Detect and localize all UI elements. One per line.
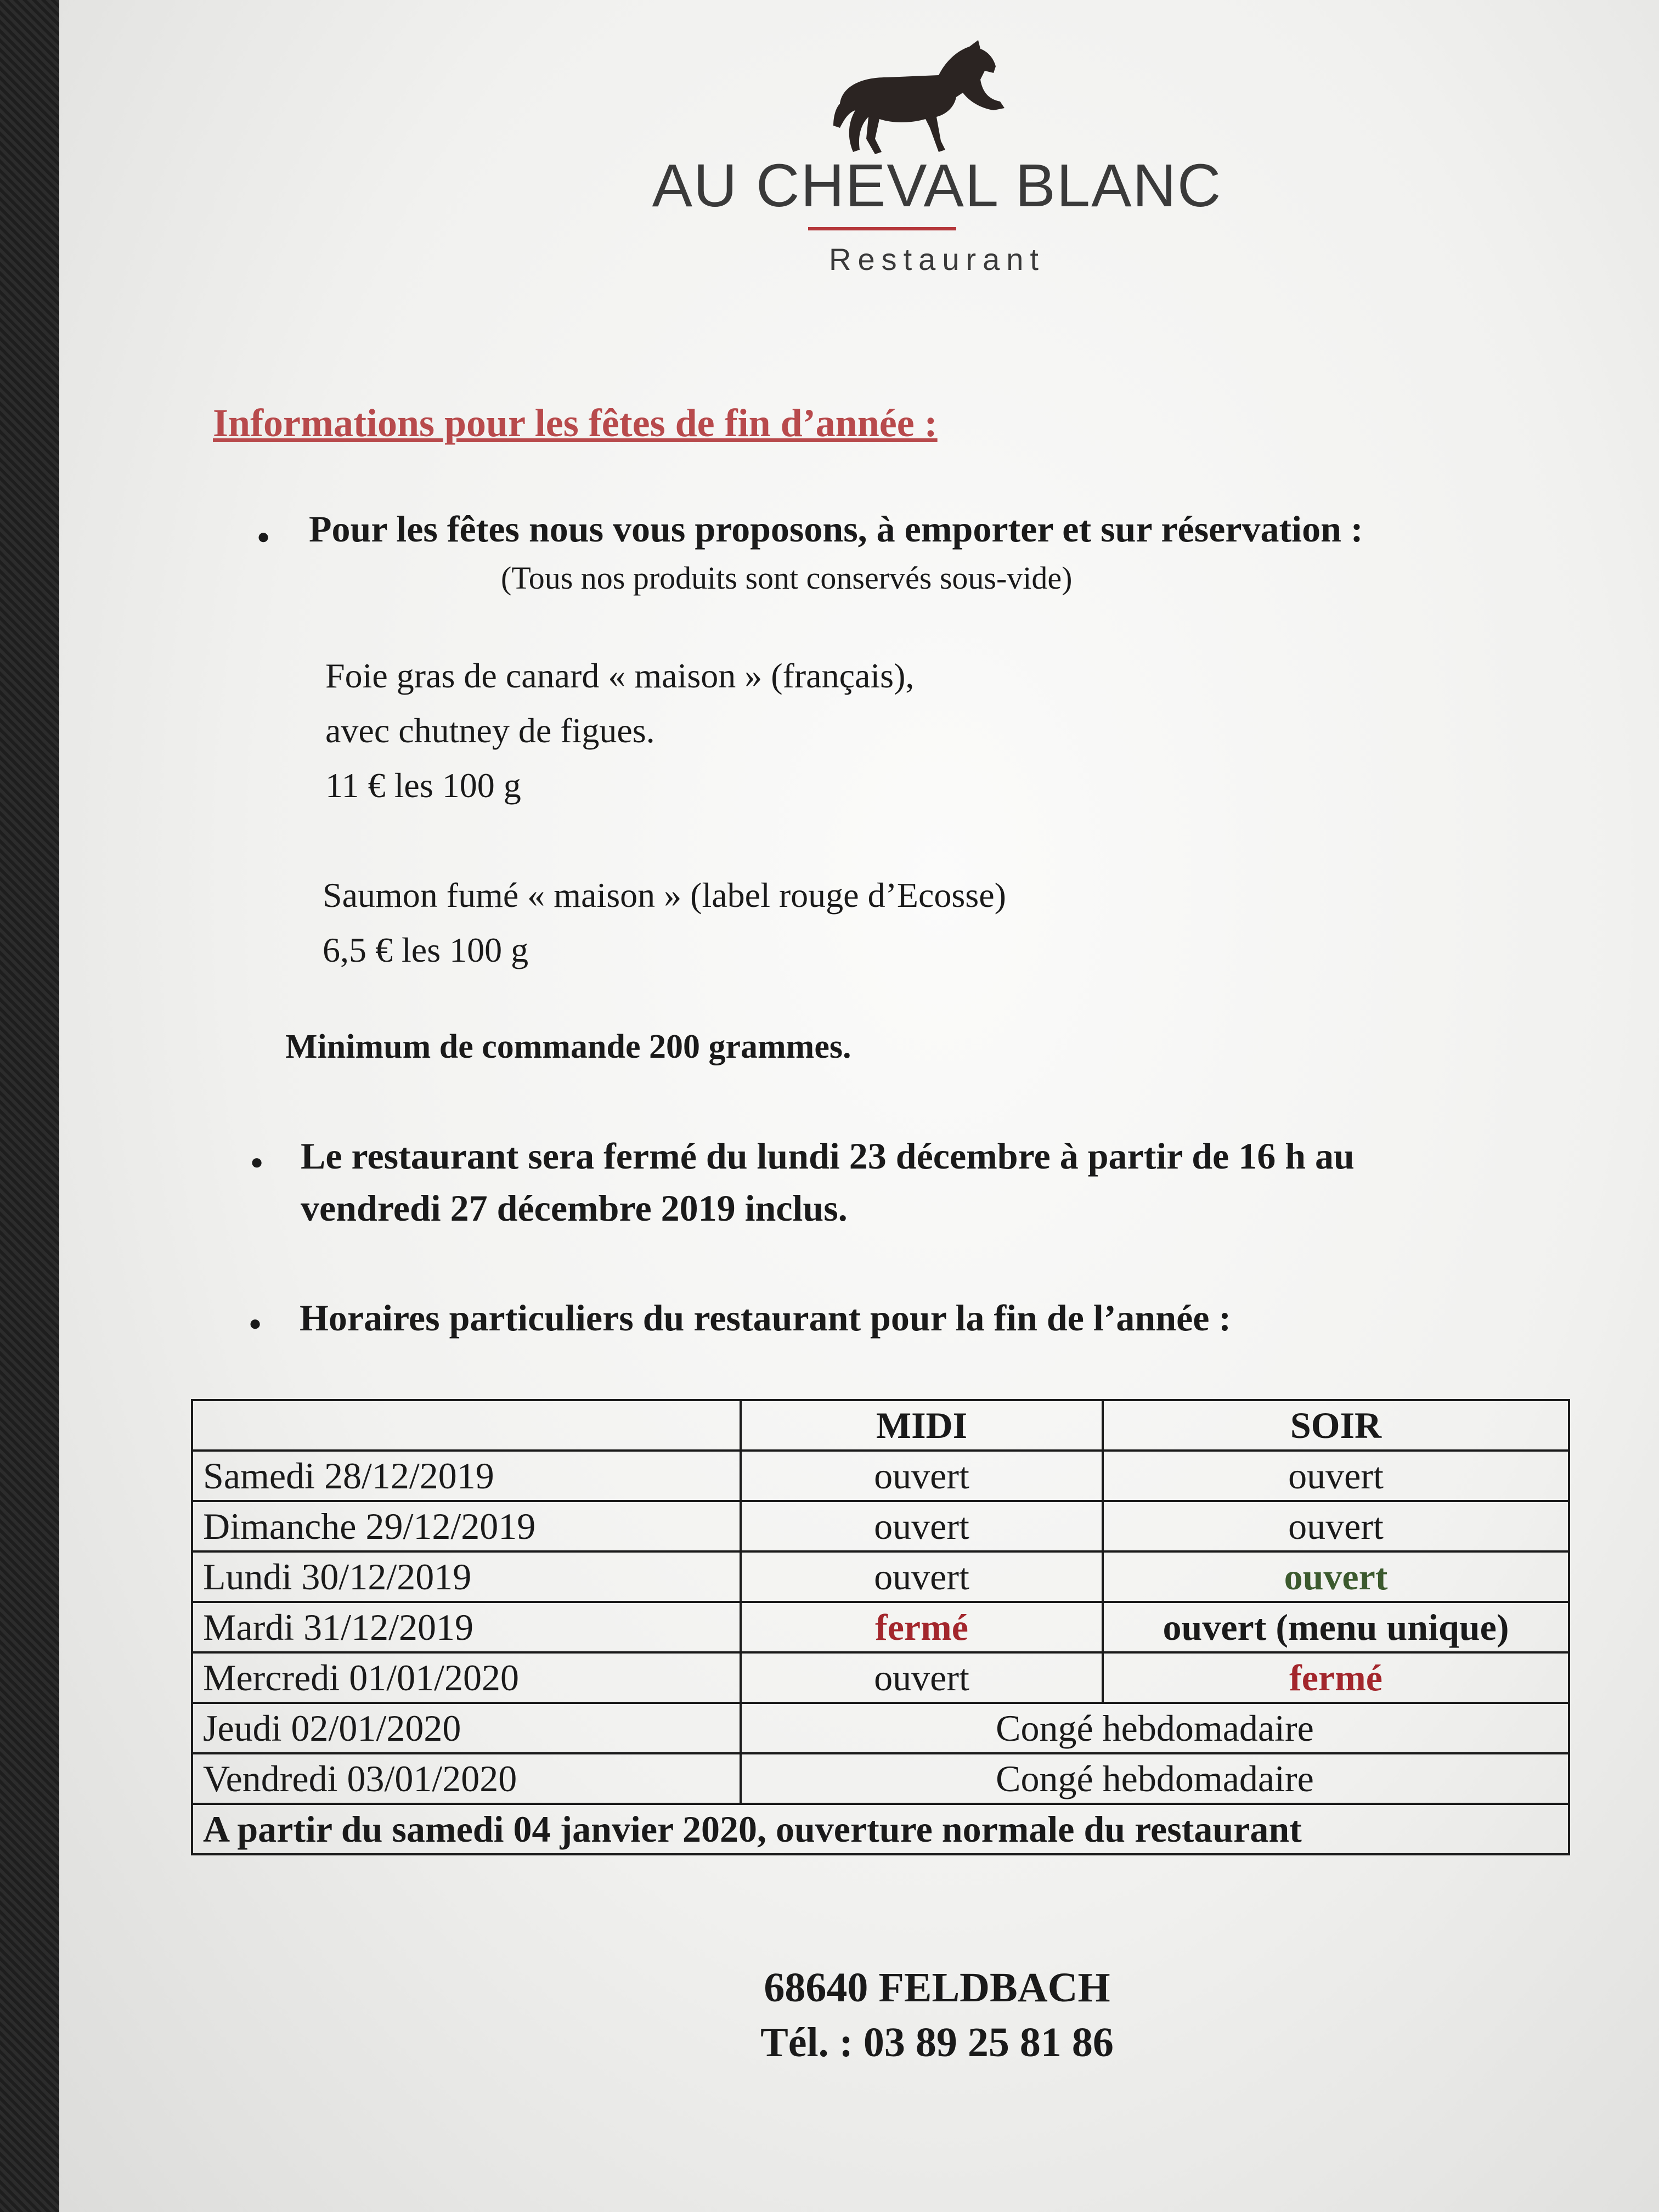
table-row (192, 1753, 1569, 1804)
row-day: Mardi 31/12/2019 (192, 1602, 741, 1652)
row-day: Mercredi 01/01/2020 (192, 1652, 741, 1703)
header-soir: SOIR (1103, 1400, 1569, 1451)
hours-title: Horaires particuliers du restaurant pour la fin de l’année : (300, 1297, 1232, 1339)
restaurant-subtitle: Restaurant (829, 242, 1045, 276)
row-day: Jeudi 02/01/2020 (192, 1703, 741, 1753)
table-footer-row (192, 1804, 1569, 1854)
minimum-order: Minimum de commande 200 grammes. (285, 1028, 851, 1065)
phone-number: Tél. : 03 89 25 81 86 (760, 2019, 1114, 2066)
takeaway-title: Pour les fêtes nous vous proposons, à emporter et sur réservation : (309, 508, 1363, 550)
restaurant-name: AU CHEVAL BLANC (652, 152, 1222, 219)
row-day: Vendredi 03/01/2020 (192, 1753, 741, 1804)
row-midi: ouvert (741, 1652, 1103, 1703)
menu-binder-edge (0, 0, 59, 2212)
header-midi: MIDI (741, 1400, 1103, 1451)
table-row (192, 1501, 1569, 1551)
row-soir: fermé (1103, 1652, 1569, 1703)
table-row (192, 1451, 1569, 1501)
product-2-price: 6,5 € les 100 g (323, 930, 529, 969)
row-merged: Congé hebdomadaire (741, 1753, 1569, 1804)
row-soir: ouvert (1103, 1501, 1569, 1551)
closure-line-2: vendredi 27 décembre 2019 inclus. (301, 1187, 848, 1229)
row-midi: ouvert (741, 1551, 1103, 1602)
reopening-note: A partir du samedi 04 janvier 2020, ouverture normale du restaurant (192, 1804, 1569, 1854)
brand-divider (808, 227, 956, 230)
bullet-icon: ● (249, 1311, 262, 1335)
horse-logo-icon (818, 36, 1015, 167)
table-row (192, 1602, 1569, 1652)
closure-line-1: Le restaurant sera fermé du lundi 23 décembre à partir de 16 h au (301, 1135, 1355, 1177)
table-header-row (192, 1400, 1569, 1451)
row-day: Lundi 30/12/2019 (192, 1551, 741, 1602)
vacuum-note: (Tous nos produits sont conservés sous-vide) (501, 560, 1073, 596)
row-soir: ouvert (1103, 1551, 1569, 1602)
product-2-line-1: Saumon fumé « maison » (label rouge d’Ecosse) (323, 876, 1006, 915)
table-row (192, 1703, 1569, 1753)
row-merged: Congé hebdomadaire (741, 1703, 1569, 1753)
address: 68640 FELDBACH (764, 1965, 1110, 2011)
info-sheet (59, 0, 1659, 2212)
product-1-line-1: Foie gras de canard « maison » (français), (325, 656, 915, 695)
row-midi: ouvert (741, 1501, 1103, 1551)
product-1-line-2: avec chutney de figues. (325, 711, 655, 750)
header-day (192, 1400, 741, 1451)
row-soir: ouvert (1103, 1451, 1569, 1501)
row-day: Dimanche 29/12/2019 (192, 1501, 741, 1551)
row-midi: ouvert (741, 1451, 1103, 1501)
bullet-icon: ● (250, 1149, 264, 1174)
table-row (192, 1652, 1569, 1703)
row-day: Samedi 28/12/2019 (192, 1451, 741, 1501)
product-1-price: 11 € les 100 g (325, 766, 521, 805)
table-row (192, 1551, 1569, 1602)
row-soir: ouvert (menu unique) (1103, 1602, 1569, 1652)
row-midi: fermé (741, 1602, 1103, 1652)
bullet-icon: ● (257, 524, 270, 549)
page-heading: Informations pour les fêtes de fin d’année : (213, 401, 938, 445)
holiday-schedule-table (191, 1399, 1570, 1855)
